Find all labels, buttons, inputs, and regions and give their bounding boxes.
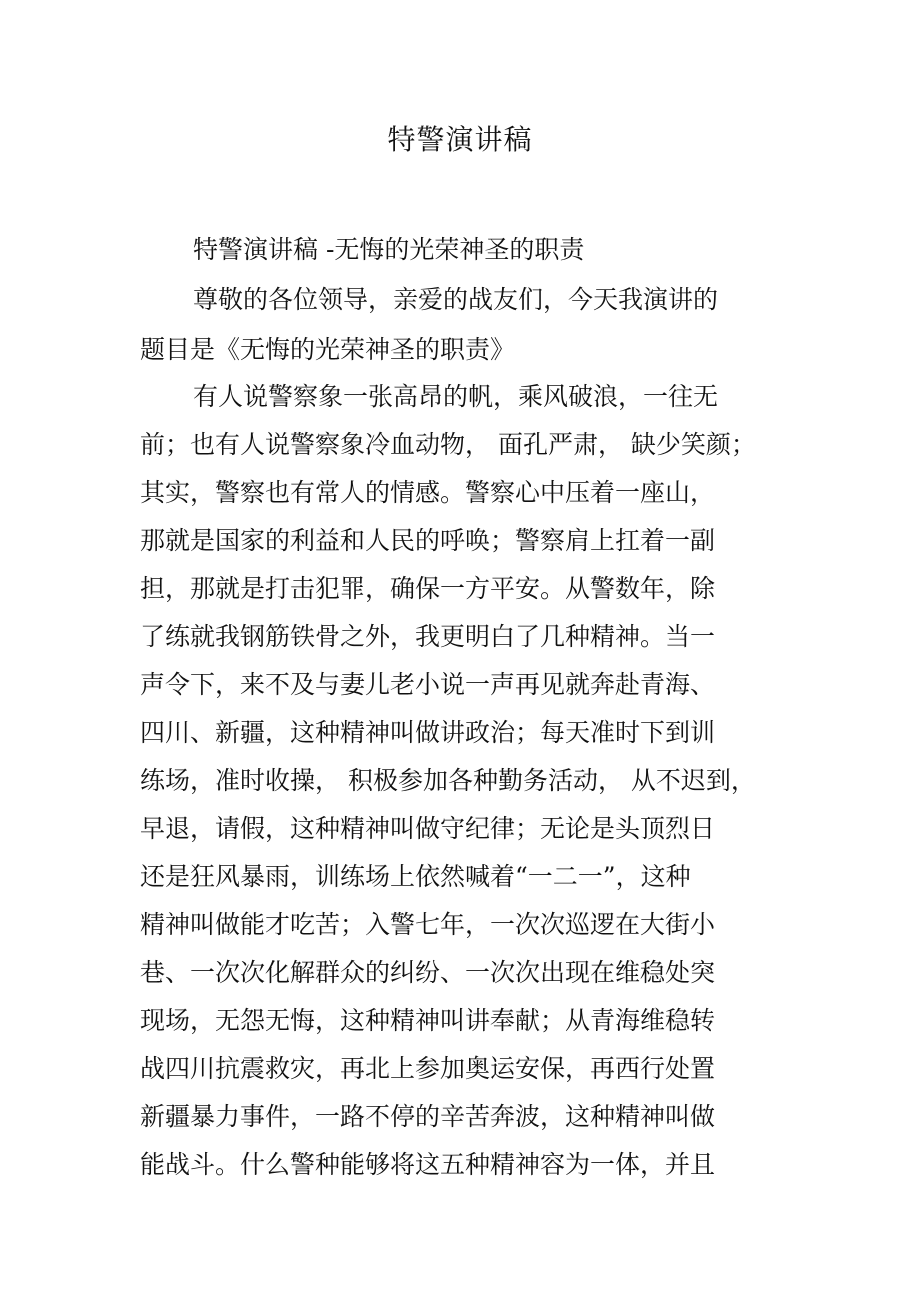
body-line: 战四川抗震救灾，再北上参加奥运安保，再西行处置 xyxy=(140,1054,716,1083)
body-line: 尊敬的各位领导，亲爱的战友们，今天我演讲的 xyxy=(193,285,719,314)
body-line: 四川、新疆，这种精神叫做讲政治；每天准时下到训 xyxy=(140,718,716,747)
body-line: 了练就我钢筋铁骨之外，我更明白了几种精神。当一 xyxy=(140,622,716,651)
body-line: 能战斗。什么警种能够将这五种精神容为一体，并且 xyxy=(140,1150,716,1179)
body-line: 现场，无怨无悔，这种精神叫讲奉献；从青海维稳转 xyxy=(140,1006,716,1035)
body-line: 有人说警察象一张高昂的帆，乘风破浪，一往无 xyxy=(193,382,719,411)
body-line: 担，那就是打击犯罪，确保一方平安。从警数年，除 xyxy=(140,574,716,603)
document-title: 特警演讲稿 xyxy=(387,123,533,156)
body-line: 前；也有人说警察象冷血动物， 面孔严肃， 缺少笑颜； xyxy=(140,430,756,459)
body-line: 新疆暴力事件，一路不停的辛苦奔波，这种精神叫做 xyxy=(140,1102,716,1131)
body-line: 那就是国家的利益和人民的呼唤；警察肩上扛着一副 xyxy=(140,526,716,555)
body-line: 早退，请假，这种精神叫做守纪律；无论是头顶烈日 xyxy=(140,814,716,843)
body-line: 题目是《无悔的光荣神圣的职责》 xyxy=(140,335,516,364)
body-line: 声令下，来不及与妻儿老小说一声再见就奔赴青海、 xyxy=(140,670,716,699)
body-line: 其实，警察也有常人的情感。警察心中压着一座山， xyxy=(140,478,716,507)
body-line: 精神叫做能才吃苦；入警七年，一次次巡逻在大街小 xyxy=(140,910,716,939)
body-line: 巷、一次次化解群众的纠纷、一次次出现在维稳处突 xyxy=(140,958,716,987)
body-line: 还是狂风暴雨，训练场上依然喊着“一二一”，这种 xyxy=(140,862,691,891)
subtitle-line: 特警演讲稿 -无悔的光荣神圣的职责 xyxy=(193,235,585,264)
body-line: 练场，准时收操， 积极参加各种勤务活动， 从不迟到， xyxy=(140,766,756,795)
